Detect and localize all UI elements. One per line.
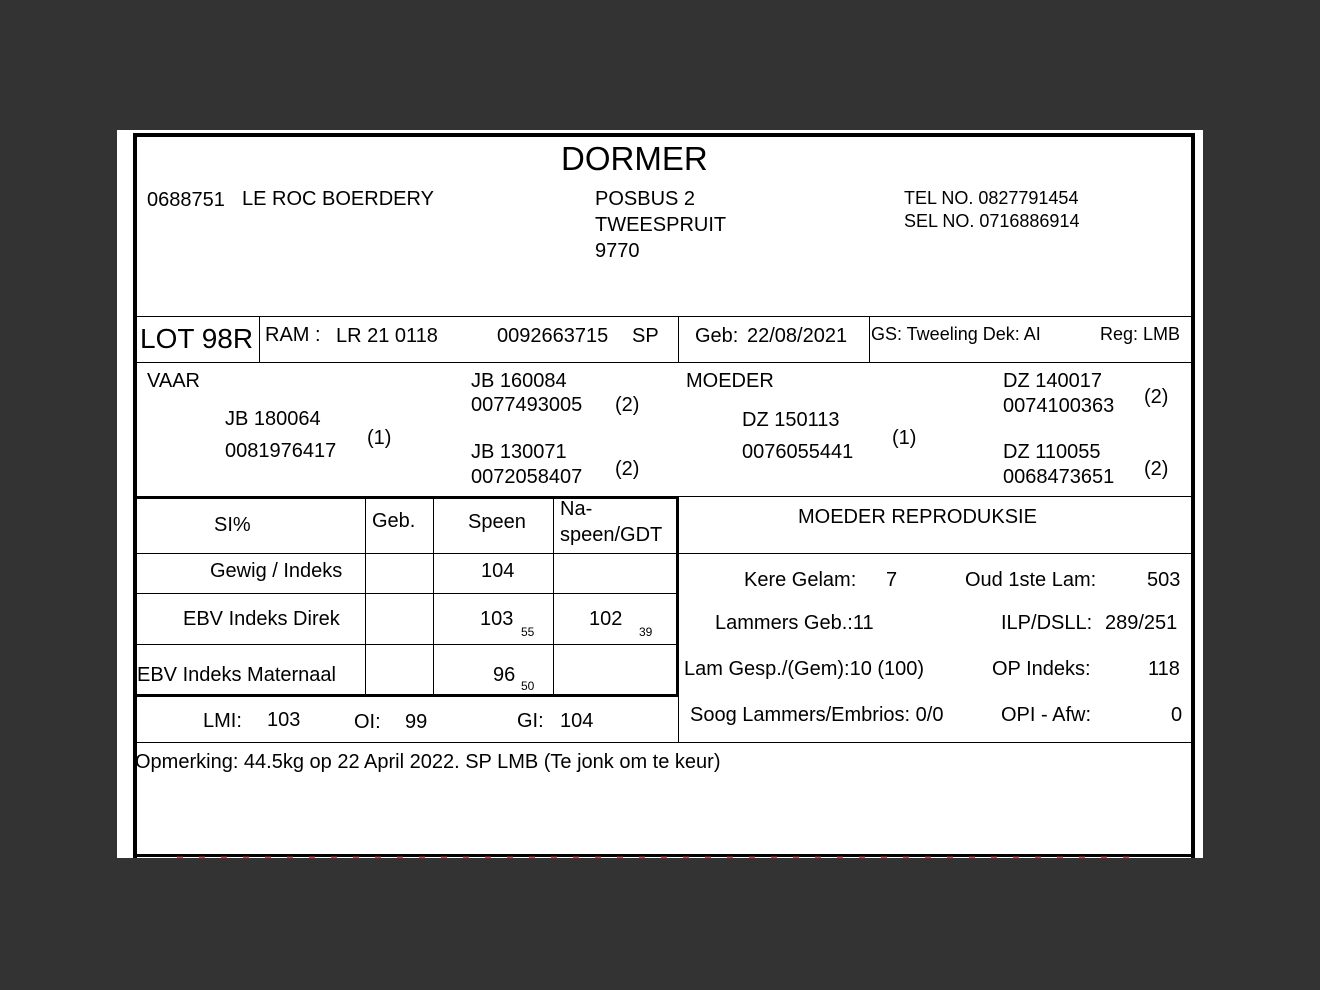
ebv-maternal-weaning: 96 bbox=[493, 664, 516, 686]
dam-dam-id: DZ 110055 bbox=[1003, 441, 1101, 463]
frame-top bbox=[133, 133, 1195, 137]
lot-number: LOT 98R bbox=[140, 323, 254, 354]
dam-number: 0076055441 bbox=[742, 441, 854, 463]
weaning-header: Speen bbox=[468, 511, 526, 533]
dam-sire-generation: (2) bbox=[1144, 386, 1169, 408]
divider bbox=[869, 317, 870, 362]
ebv-direct-weaning-accuracy: 55 bbox=[521, 625, 535, 639]
divider bbox=[259, 317, 260, 362]
lambings-value: 7 bbox=[886, 569, 898, 591]
sire-dam-number: 0072058407 bbox=[471, 466, 583, 488]
birth-status: GS: Tweeling Dek: AI bbox=[871, 324, 1041, 344]
op-index-label: OP Indeks: bbox=[992, 658, 1091, 680]
sire-sire-generation: (2) bbox=[615, 394, 640, 416]
divider bbox=[135, 593, 678, 594]
divider bbox=[553, 498, 554, 695]
dam-id: DZ 150113 bbox=[742, 409, 840, 431]
divider bbox=[135, 644, 678, 645]
dam-heading: MOEDER bbox=[686, 370, 774, 392]
dam-sire-number: 0074100363 bbox=[1003, 395, 1115, 417]
op-index-value: 118 bbox=[1148, 658, 1180, 680]
oi-value: 99 bbox=[405, 711, 428, 733]
ebv-direct-post-weaning: 102 bbox=[589, 608, 623, 630]
weight-index-label: Gewig / Indeks bbox=[210, 560, 343, 582]
divider bbox=[135, 496, 678, 499]
dam-generation: (1) bbox=[892, 427, 917, 449]
lmi-label: LMI: bbox=[203, 710, 242, 732]
sire-dam-generation: (2) bbox=[615, 458, 640, 480]
ebv-direct-weaning: 103 bbox=[480, 608, 514, 630]
suckling-lambs-embryos: Soog Lammers/Embrios: 0/0 bbox=[690, 704, 944, 726]
divider bbox=[678, 317, 679, 362]
lmi-value: 103 bbox=[267, 709, 301, 731]
sire-sire-number: 0077493005 bbox=[471, 394, 583, 416]
first-lamb-age-label: Oud 1ste Lam: bbox=[965, 569, 1097, 591]
divider bbox=[678, 695, 679, 743]
lambings-label: Kere Gelam: bbox=[744, 569, 857, 591]
member-number: 0688751 bbox=[147, 189, 225, 211]
divider bbox=[678, 496, 1193, 497]
divider bbox=[135, 694, 678, 697]
lambs-born: Lammers Geb.:11 bbox=[715, 612, 874, 634]
oi-label: OI: bbox=[354, 711, 381, 733]
ilp-dsll-label: ILP/DSLL: bbox=[1001, 612, 1093, 634]
ebv-maternal-label: EBV Indeks Maternaal bbox=[137, 664, 336, 686]
ram-label: RAM : bbox=[265, 324, 321, 346]
address-line-2: TWEESPRUIT bbox=[595, 214, 727, 236]
remarks: Opmerking: 44.5kg op 22 April 2022. SP LMB (Te jonk om te keur) bbox=[135, 751, 721, 773]
weight-index-weaning: 104 bbox=[481, 560, 515, 582]
ram-registration-number: 0092663715 bbox=[497, 325, 609, 347]
dam-dam-number: 0068473651 bbox=[1003, 466, 1115, 488]
divider bbox=[433, 498, 434, 695]
tel-number: TEL NO. 0827791454 bbox=[904, 188, 1079, 208]
ram-id: LR 21 0118 bbox=[336, 325, 438, 347]
cropped-red-text-strip bbox=[177, 856, 1137, 859]
ebv-maternal-weaning-accuracy: 50 bbox=[521, 679, 535, 693]
birth-date: 22/08/2021 bbox=[747, 325, 848, 347]
post-weaning-header-line1: Na- bbox=[560, 498, 593, 520]
dam-reproduction-title: MOEDER REPRODUKSIE bbox=[798, 506, 1037, 528]
first-lamb-age-value: 503 bbox=[1147, 569, 1181, 591]
si-percent-header: SI% bbox=[214, 514, 251, 536]
divider bbox=[135, 553, 1193, 554]
sire-sire-id: JB 160084 bbox=[471, 370, 567, 392]
post-weaning-header-line2: speen/GDT bbox=[560, 524, 663, 546]
ebv-direct-post-weaning-accuracy: 39 bbox=[639, 625, 653, 639]
opi-deviation-value: 0 bbox=[1171, 704, 1183, 726]
divider bbox=[676, 496, 679, 696]
farm-name: LE ROC BOERDERY bbox=[242, 188, 434, 210]
sire-generation: (1) bbox=[367, 427, 392, 449]
birth-weight-header: Geb. bbox=[372, 510, 416, 532]
divider bbox=[365, 498, 366, 695]
divider bbox=[135, 316, 1193, 317]
breed-title: DORMER bbox=[561, 140, 708, 177]
dam-dam-generation: (2) bbox=[1144, 458, 1169, 480]
address-line-1: POSBUS 2 bbox=[595, 188, 696, 210]
ilp-dsll-value: 289/251 bbox=[1105, 612, 1178, 634]
sire-number: 0081976417 bbox=[225, 440, 337, 462]
sire-heading: VAAR bbox=[147, 370, 200, 392]
ebv-direct-label: EBV Indeks Direk bbox=[183, 608, 340, 630]
dam-sire-id: DZ 140017 bbox=[1003, 370, 1102, 392]
gi-value: 104 bbox=[560, 710, 594, 732]
sire-dam-id: JB 130071 bbox=[471, 441, 567, 463]
cell-number: SEL NO. 0716886914 bbox=[904, 211, 1080, 231]
birth-label: Geb: bbox=[695, 325, 739, 347]
opi-deviation-label: OPI - Afw: bbox=[1001, 704, 1092, 726]
lambs-weaned: Lam Gesp./(Gem):10 (100) bbox=[684, 658, 925, 680]
lot-card bbox=[117, 130, 1203, 858]
address-line-3: 9770 bbox=[595, 240, 640, 262]
divider bbox=[135, 362, 1193, 363]
divider bbox=[135, 742, 1193, 743]
sire-id: JB 180064 bbox=[225, 408, 321, 430]
registration-body: Reg: LMB bbox=[1100, 324, 1181, 344]
gi-label: GI: bbox=[517, 710, 544, 732]
ram-grade: SP bbox=[632, 325, 659, 347]
